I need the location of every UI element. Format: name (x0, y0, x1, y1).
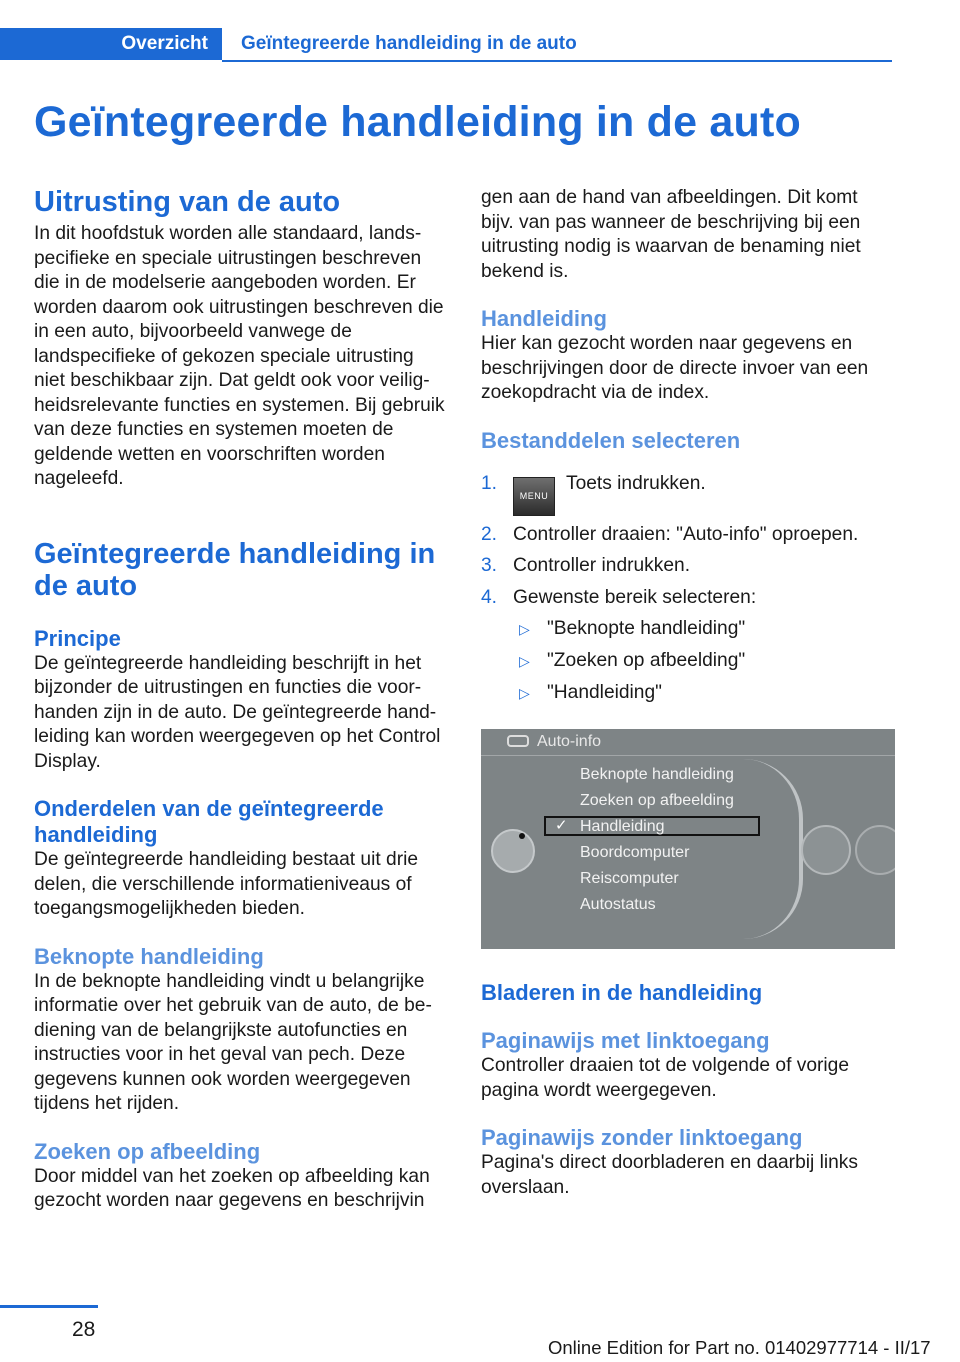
controller-right-knob-icon (801, 825, 851, 875)
screen-menu-item: Zoeken op afbeelding (580, 792, 734, 809)
step-number: 4. (481, 586, 498, 608)
step-text: Toets indrukken. (565, 472, 706, 494)
right-lower-section (481, 980, 895, 1200)
section-heading-uitrusting: Uitrusting van de auto (34, 186, 341, 218)
onderdelen-heading: Onderdelen van de geïntegreerde handleiding (34, 796, 384, 847)
pointer-dot (519, 833, 525, 839)
onderdelen-text: De geïntegreerde handleiding bestaat uit drie delen, die verschillende informatieniveaus of toegangsmogelijkheden bieden. (34, 849, 419, 919)
sub-step-item (481, 617, 895, 642)
check-icon: ✓ (555, 817, 568, 834)
step-number: 3. (481, 555, 498, 576)
tab-overzicht[interactable]: Overzicht (0, 28, 222, 60)
car-icon (507, 735, 529, 747)
triangle-bullet-icon: ▷ (519, 653, 530, 669)
edition-note: Online Edition for Part no. 01402977714 - II/17 (548, 1337, 931, 1358)
controller-far-right-knob-icon (855, 825, 895, 875)
principe-heading: Principe (34, 625, 121, 651)
sub-step-item (481, 649, 895, 674)
step-text: Gewenste bereik selecteren: (513, 586, 757, 608)
screen-menu-item: Beknopte handleiding (580, 766, 734, 783)
page-number: 28 (72, 1318, 96, 1341)
steps-list (481, 472, 895, 706)
zoeken-heading: Zoeken op afbeelding (34, 1138, 261, 1164)
zoeken-text-continued: gen aan de hand van afbeeldingen. Dit komt bijv. van pas wanneer de beschrijving bij een uitrusting nodig is waarvan de benaming niet bekend is. (481, 187, 861, 282)
triangle-bullet-icon: ▷ (519, 685, 530, 701)
screen-menu-item: Boordcomputer (580, 844, 690, 861)
step-text: Controller draaien: "Auto-info" oproepen. (513, 523, 859, 545)
left-column (34, 186, 448, 1214)
step-item (481, 586, 895, 611)
step-item (481, 554, 895, 579)
screen-title: Auto-info (537, 733, 602, 750)
step-item (481, 472, 895, 516)
zonder-linktoegang-heading: Paginawijs zonder linktoegang (481, 1125, 803, 1150)
step-number: 1. (481, 472, 498, 494)
scroll-arc (739, 759, 803, 939)
step-item (481, 523, 895, 548)
menu-button-icon: MENU (513, 477, 555, 516)
beknopte-text: In de beknopte handleiding vindt u belangrijke informatie over het gebruik van de auto, de bediening van de belangrijkste autofuncties en instructies voor in het geval van pech. Deze gegevens kunnen ook worden weergegeven tijdens het rijden. (34, 970, 432, 1114)
triangle-bullet-icon: ▷ (519, 621, 530, 637)
screen-menu-item: Autostatus (580, 896, 656, 913)
page-title: Geïntegreerde handleiding in de auto (34, 98, 801, 146)
step-number: 2. (481, 523, 498, 545)
controller-left-knob-icon (491, 829, 535, 873)
zonder-linktoegang-text: Pagina's direct doorbladeren en daarbij links overslaan. (481, 1152, 858, 1198)
principe-text: De geïntegreerde handleiding beschrijft in het bijzonder de uitrustingen en functies die voorhanden zijn in de auto. De geïntegreerde handleiding kan worden weergegeven op het Control Display. (34, 652, 441, 772)
handleiding-text: Hier kan gezocht worden naar gegevens en beschrijvingen door de directe invoer van een zoekopdracht via de index. (481, 333, 869, 403)
footer-line (0, 1305, 98, 1308)
bestanddelen-heading: Bestanddelen selecteren (481, 427, 741, 453)
screen-menu-item: Reiscomputer (580, 870, 679, 887)
met-linktoegang-text: Controller draaien tot de volgende of vorige pagina wordt weergegeven. (481, 1055, 849, 1101)
bladeren-heading: Bladeren in de handleiding (481, 980, 763, 1005)
sub-step-text: "Handleiding" (547, 682, 662, 703)
section-heading-integrated: Geïntegreerde handleiding in de auto (34, 537, 436, 602)
sub-step-text: "Zoeken op afbeelding" (547, 650, 746, 671)
step-text: Controller indrukken. (513, 555, 691, 576)
header-divider (222, 60, 892, 62)
tab-chapter[interactable]: Geïntegreerde handleiding in de auto (241, 33, 577, 54)
beknopte-heading: Beknopte handleiding (34, 943, 264, 969)
screen-divider (481, 755, 895, 756)
control-display-figure (481, 729, 895, 949)
sub-step-text: "Beknopte handleiding" (547, 618, 746, 639)
uitrusting-text: In dit hoofdstuk worden alle standaard, landspecifieke en speciale uitrustingen beschreven die in de modelserie aangeboden worden. Er worden daarom ook uitrustingen beschreven die in een auto, bijvoorbeeld vanwege de landspecifieke of gekozen speciale uitrusting niet beschikbaar zijn. Dat geldt ook voor veiligheidsrelevante functies en systemen. Bij gebruik van deze functies en systemen moeten de geldende wetten en voorschriften worden nageleefd. (34, 223, 445, 489)
screen-menu-item-selected: Handleiding (580, 818, 665, 835)
met-linktoegang-heading: Paginawijs met linktoegang (481, 1028, 770, 1053)
sub-step-item (481, 681, 895, 706)
zoeken-text: Door middel van het zoeken op afbeelding kan gezocht worden naar gegevens en beschrijvin (34, 1165, 430, 1211)
handleiding-heading: Handleiding (481, 306, 607, 331)
right-column (481, 186, 895, 713)
